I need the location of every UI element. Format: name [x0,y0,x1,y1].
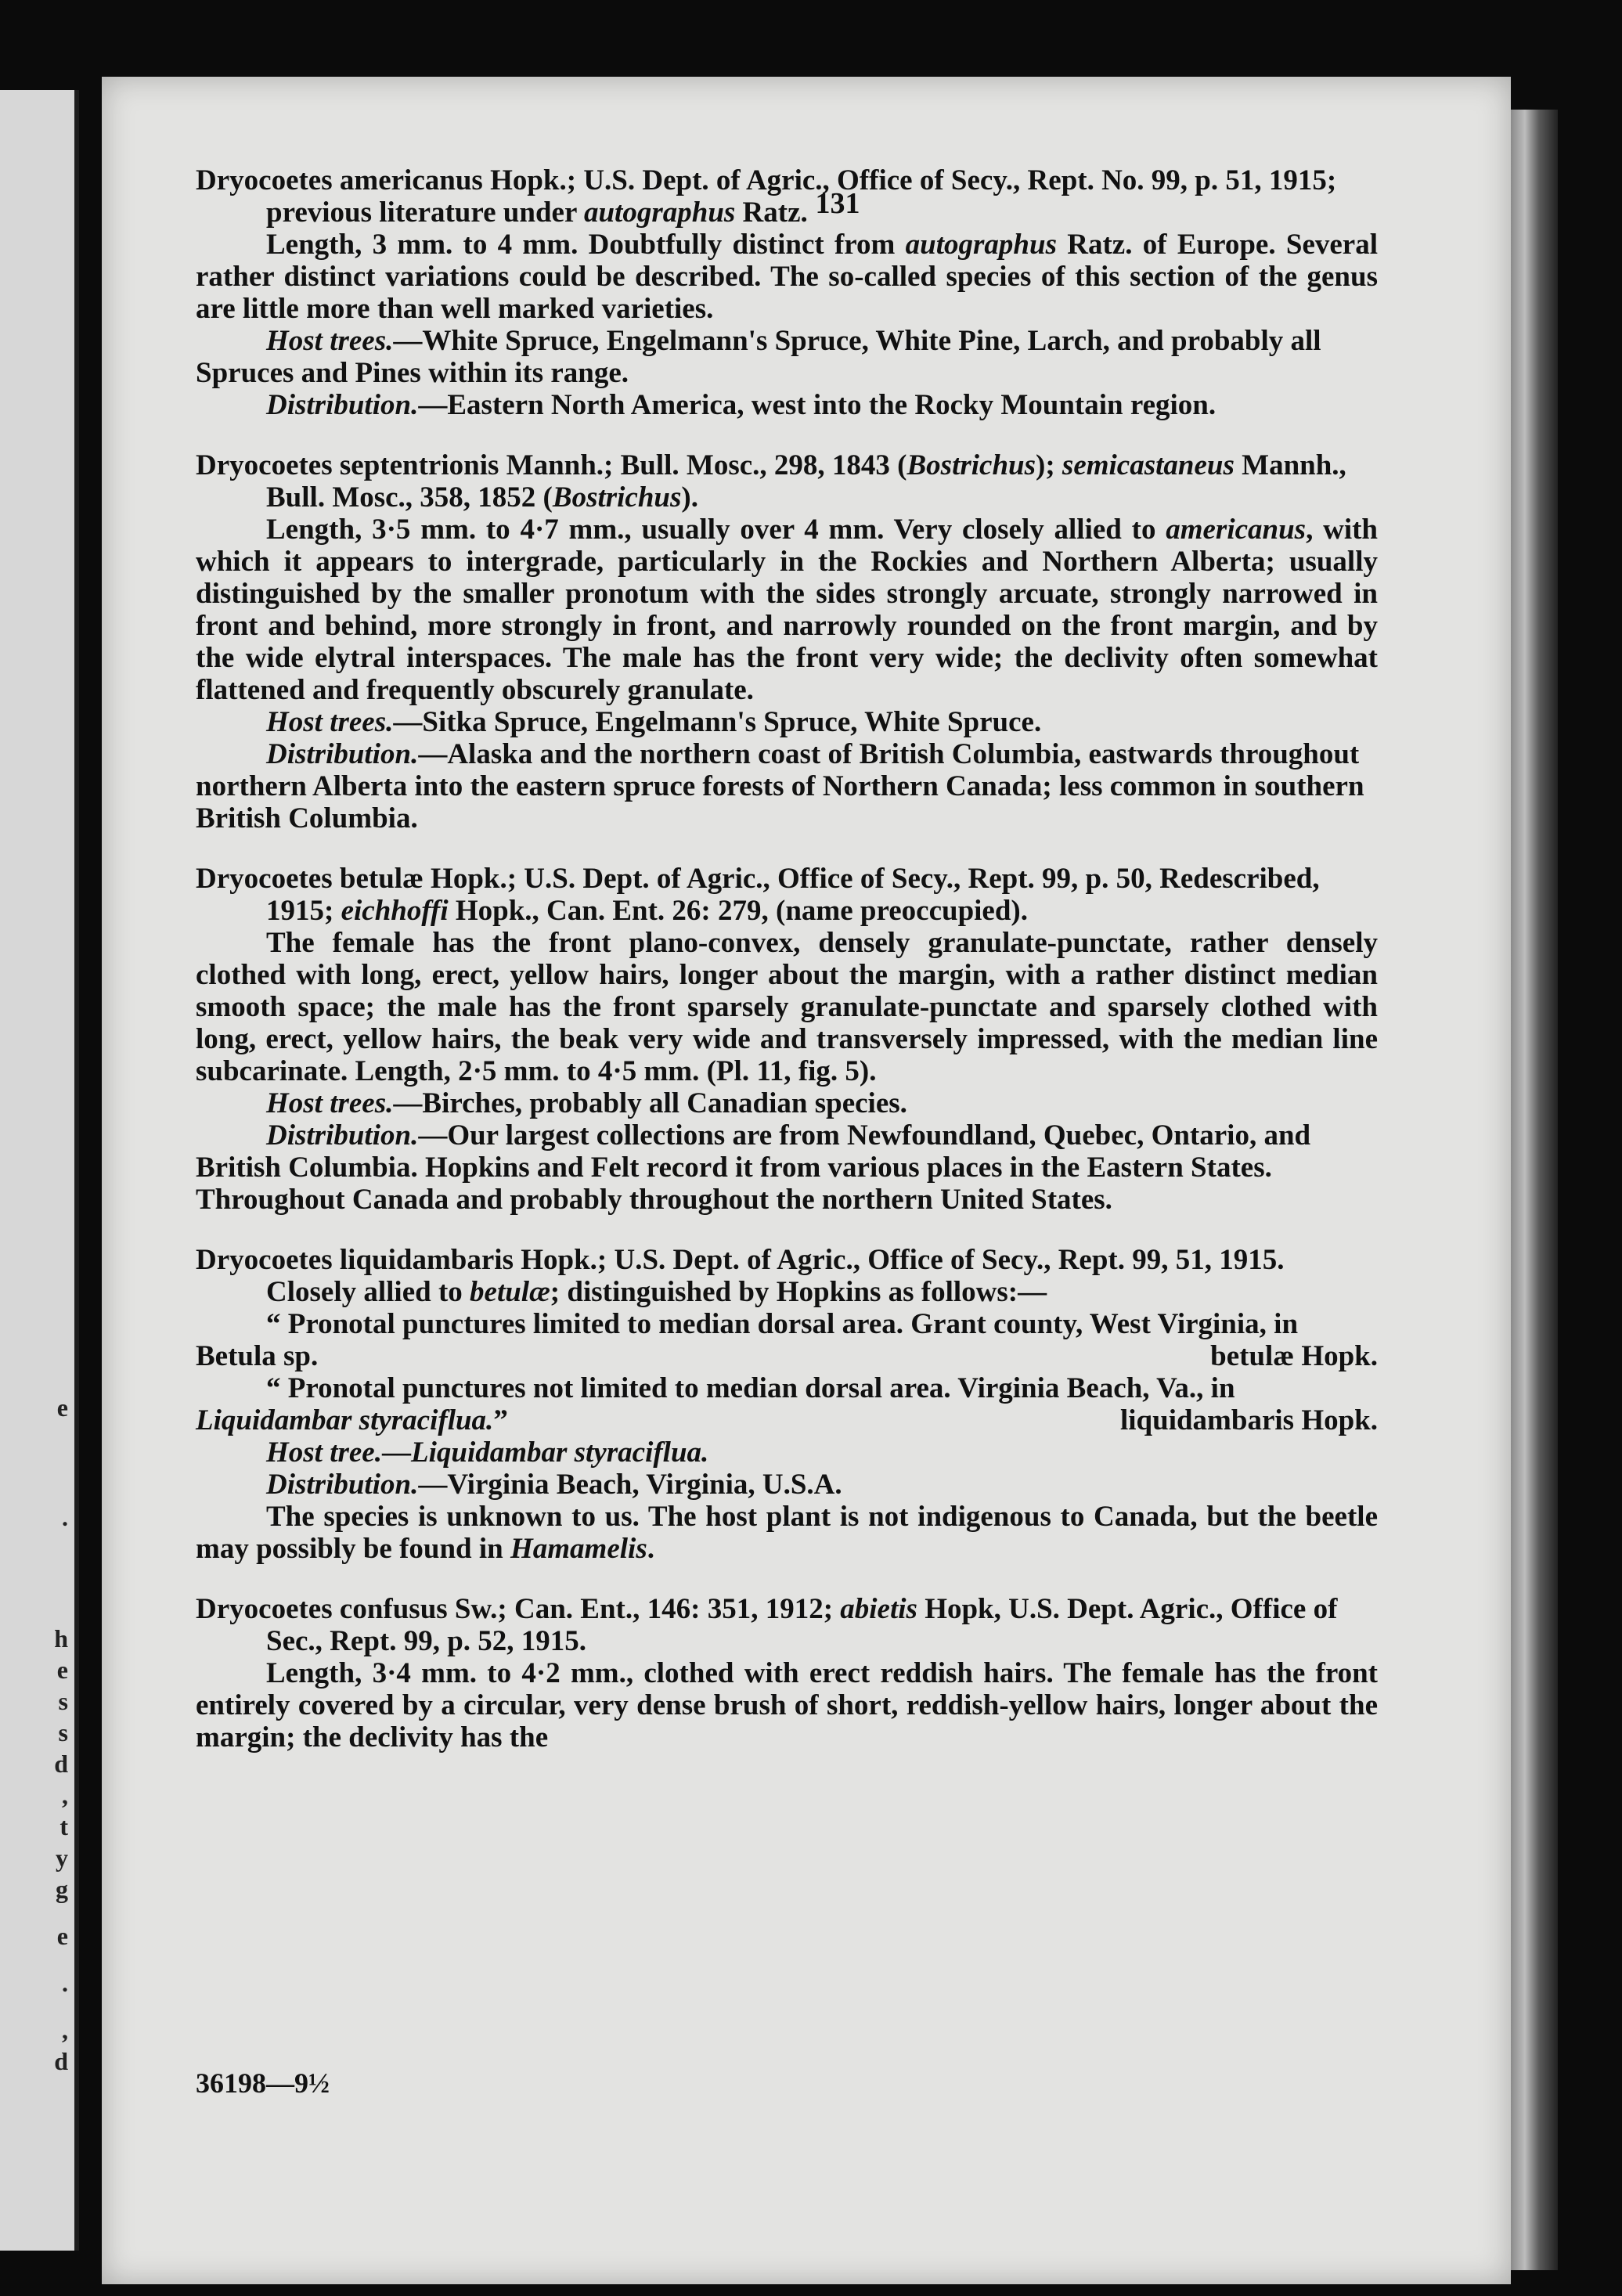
facing-page-margin-text [0,90,74,2251]
couplet-species: liquidambaris [1119,1404,1295,1436]
host-trees [196,325,1378,389]
description-text: , with which it appears to intergrade, particularly in the Rockies and Northern Alberta; usually distinguished by the smaller pronotum with the sides strongly arcuate, strongly narrowed in front and behind, more strongly in front, and narrowly rounded on the front margin, and by the wide elytral interspaces. The male has the front very wide; the declivity often somewhat flattened and frequently obscurely granulate. [196,514,1378,706]
species-entry-septentrionis [196,449,1378,834]
facing-page-edge [0,90,79,2251]
entry-intro [196,1276,1378,1308]
citation-italic: eichhoffi [341,895,449,927]
distribution [196,389,1378,421]
margin-char: t [59,1812,68,1840]
couplet-text: “ Pronotal punctures limited to median dorsal area. Grant county, West Virginia, in Betula sp. [196,1308,1299,1372]
entry-citation [196,449,1378,514]
citation-text: Mannh., Bull. Mosc., 358, 1852 ( [266,449,1346,514]
citation-italic: Bostrichus [552,481,682,514]
genus-name: Dryocoetes [196,164,333,196]
genus-name: Dryocoetes [196,449,333,481]
page-edge-stack [1511,110,1558,2270]
species-name: liquidambaris [339,1244,514,1276]
species-name: betulæ [339,863,424,895]
distribution-label: Distribution. [266,738,419,770]
host-trees [196,706,1378,738]
intro-text: Closely allied to [266,1276,470,1308]
host-text: —Sitka Spruce, Engelmann's Spruce, White Spruce. [393,706,1042,738]
citation-text: Sw.; Can. Ent., 146: 351, 1912; [447,1593,841,1625]
species-name: septentrionis [339,449,499,481]
description-text: Length, 3·5 mm. to 4·7 mm., usually over 4 mm. Very closely allied to [266,514,1166,546]
page-number: 131 [815,187,860,220]
entry-citation [196,1593,1378,1657]
citation-text: ); [1036,449,1055,481]
margin-char: g [56,1875,68,1903]
species-entry-liquidambaris [196,1244,1378,1565]
species-name: confusus [339,1593,448,1625]
species-entry-betulae [196,863,1378,1216]
citation-text: Hopk.; U.S. Dept. of Agric., Office of Secy., Rept. 99, 51, 1915. [513,1244,1285,1276]
margin-char: y [56,1844,68,1872]
entry-description: The female has the front plano-convex, densely granulate-punctate, rather densely clothed with long, erect, yellow hairs, longer about the margin, with a rather distinct median smooth space; the male has the front sparsely granulate-punctate and sparsely clothed with long, erect, yellow hairs, the beak very wide and transversely impressed, with the median line subcarinate. Length, 2·5 mm. to 4·5 mm. (Pl. 11, fig. 5). [196,927,1378,1087]
page-text [196,164,1378,1782]
entry-description [196,229,1378,325]
margin-char: , [62,1781,68,1809]
note-text: The species is unknown to us. The host plant is not indigenous to Canada, but the beetle may possibly be found in [196,1501,1378,1565]
entry-note [196,1501,1378,1565]
distribution-text: —Our largest collections are from Newfoundland, Quebec, Ontario, and British Columbia. Hopkins and Felt record it from various places in the Eastern States. Throughout Canada and probably throughout the northern United States. [196,1119,1311,1216]
citation-italic: Bostrichus [907,449,1036,481]
genus-name: Dryocoetes [196,863,333,895]
entry-citation [196,164,1378,229]
entry-description: Length, 3·4 mm. to 4·2 mm., clothed with erect reddish hairs. The female has the front entirely covered by a circular, very dense brush of short, reddish-yellow hairs, longer about the margin; the declivity has the [196,1657,1378,1754]
citation-end: Hopk., Can. Ent. 26: 279, (name preoccupied). [448,895,1029,927]
margin-char: . [62,1503,68,1531]
host-text: — [381,1436,411,1469]
couplet-text: “ Pronotal punctures not limited to median dorsal area. Virginia Beach, Va., in [266,1372,1235,1404]
entry-citation [196,863,1378,927]
margin-char: e [56,1922,68,1950]
key-couplet-2 [196,1372,1378,1436]
distribution-text: —Eastern North America, west into the Rocky Mountain region. [418,389,1216,421]
host-label: Host trees. [266,1087,394,1119]
genus-name: Dryocoetes [196,1244,333,1276]
host-italic: Liquidambar styraciflua. [410,1436,709,1469]
couplet-text: ” [493,1404,508,1436]
citation-end: Hopk, U.S. Dept. Agric., Office of Sec., Rept. 99, p. 52, 1915. [266,1593,1338,1657]
distribution [196,1469,1378,1501]
citation-text: Hopk.; U.S. Dept. of Agric., Office of Secy., Rept. 99, p. 50, Redescribed, 1915; [266,863,1320,927]
signature-mark: 36198—9½ [196,2067,330,2099]
host-text: —Birches, probably all Canadian species. [393,1087,907,1119]
distribution-label: Distribution. [266,389,419,421]
couplet-species: betulæ [1210,1340,1295,1372]
citation-italic: semicastaneus [1062,449,1235,481]
host-trees [196,1436,1378,1469]
distribution [196,738,1378,834]
key-couplet-1 [196,1308,1378,1372]
margin-char: s [58,1687,68,1715]
margin-char: d [54,1750,68,1778]
citation-text: Mannh.; Bull. Mosc., 298, 1843 ( [499,449,907,481]
margin-char: . [62,1969,68,1997]
note-italic: Hamamelis [510,1533,647,1565]
citation-italic: abietis [840,1593,917,1625]
margin-char: e [56,1656,68,1684]
couplet-author: Hopk. [1294,1340,1378,1372]
entry-citation [196,1244,1378,1276]
citation-end: ). [681,481,698,514]
genus-name: Dryocoetes [196,1593,333,1625]
couplet-author: Hopk. [1294,1404,1378,1436]
species-entry-confusus [196,1593,1378,1754]
margin-char: , [62,2016,68,2044]
host-label: Host trees. [266,706,394,738]
margin-char: h [54,1624,68,1653]
host-text: —White Spruce, Engelmann's Spruce, White Pine, Larch, and probably all Spruces and Pines within its range. [196,325,1321,389]
margin-char: s [58,1718,68,1746]
description-italic: americanus [1166,514,1307,546]
citation-italic: autographus [583,196,736,229]
margin-char: e [56,1393,68,1422]
distribution [196,1119,1378,1216]
margin-char: d [54,2047,68,2075]
distribution-text: —Virginia Beach, Virginia, U.S.A. [418,1469,842,1501]
intro-text: ; distinguished by Hopkins as follows:— [550,1276,1047,1308]
distribution-label: Distribution. [266,1469,419,1501]
description-text: Ratz. of Europe. Several rather distinct variations could be described. The so-called species of this section of the genus are little more than well marked varieties. [196,229,1378,325]
host-label: Host tree. [266,1436,382,1469]
distribution-text: —Alaska and the northern coast of British Columbia, eastwards throughout northern Alberta into the eastern spruce forests of Northern Canada; less common in southern British Columbia. [196,738,1364,834]
couplet-italic: Liquidambar styraciflua. [196,1404,494,1436]
entry-description [196,514,1378,706]
description-italic: autographus [905,229,1057,261]
note-text: . [647,1533,654,1565]
distribution-label: Distribution. [266,1119,419,1152]
intro-italic: betulæ [470,1276,550,1308]
species-entry-americanus [196,164,1378,421]
citation-text: Hopk.; U.S. Dept. of Agric., Office of Secy., Rept. No. 99, p. 51, 1915; previous literature under [266,164,1337,229]
description-text: Length, 3 mm. to 4 mm. Doubtfully distinct from [266,229,906,261]
citation-end: Ratz. [735,196,808,229]
species-name: americanus [339,164,483,196]
host-trees [196,1087,1378,1119]
host-label: Host trees. [266,325,394,357]
